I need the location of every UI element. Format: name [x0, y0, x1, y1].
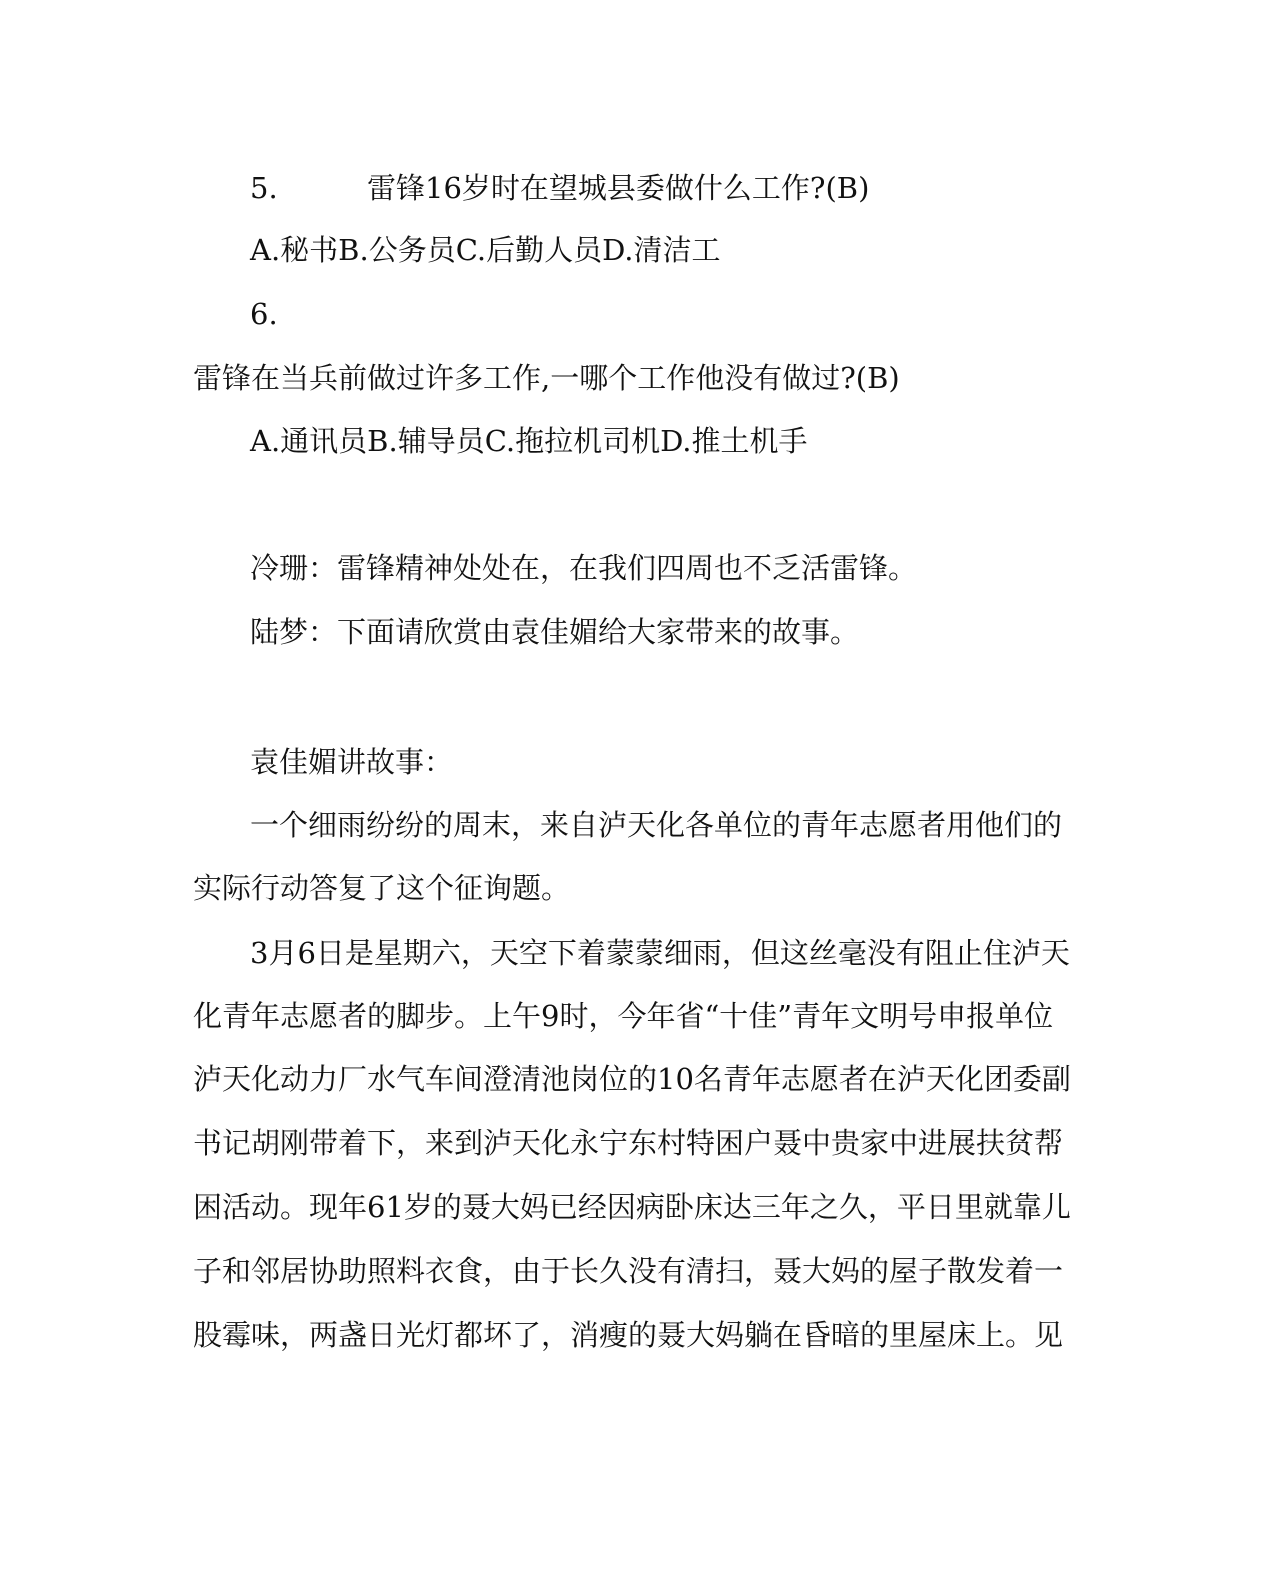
story-line: 化青年志愿者的脚步。上午9时，今年省“十佳”青年文明号申报单位 — [193, 999, 1054, 1033]
story-line: 泸天化动力厂水气车间澄清池岗位的10名青年志愿者在泸天化团委副 — [193, 1062, 1071, 1096]
story-heading: 袁佳媚讲故事： — [250, 745, 454, 779]
question-6-text: 雷锋在当兵前做过许多工作,一哪个工作他没有做过?(B) — [193, 361, 900, 395]
story-line: 实际行动答复了这个征询题。 — [193, 871, 571, 905]
story-line: 子和邻居协助照料衣食，由于长久没有清扫，聂大妈的屋子散发着一 — [193, 1254, 1064, 1288]
dialogue-line: 陆梦：下面请欣赏由袁佳媚给大家带来的故事。 — [250, 615, 860, 649]
story-line: 困活动。现年61岁的聂大妈已经因病卧床达三年之久，平日里就靠儿 — [193, 1190, 1071, 1224]
question-6-number: 6. — [250, 297, 278, 331]
question-6-options: A.通讯员B.辅导员C.拖拉机司机D.推土机手 — [250, 424, 808, 458]
question-5 — [250, 168, 1120, 208]
question-5-options: A.秘书B.公务员C.后勤人员D.清洁工 — [250, 233, 721, 267]
story-line: 股霉味，两盏日光灯都坏了，消瘦的聂大妈躺在昏暗的里屋床上。见 — [193, 1318, 1064, 1352]
question-5-number: 5. — [250, 171, 278, 205]
story-line: 一个细雨纷纷的周末，来自泸天化各单位的青年志愿者用他们的 — [250, 808, 1063, 842]
story-line: 书记胡刚带着下，来到泸天化永宁东村特困户聂中贵家中进展扶贫帮 — [193, 1126, 1064, 1160]
story-line: 3月6日是星期六，天空下着蒙蒙细雨，但这丝毫没有阻止住泸天 — [250, 936, 1070, 970]
dialogue-line: 冷珊：雷锋精神处处在，在我们四周也不乏活雷锋。 — [250, 551, 918, 585]
question-5-text: 雷锋16岁时在望城县委做什么工作?(B) — [367, 171, 870, 205]
